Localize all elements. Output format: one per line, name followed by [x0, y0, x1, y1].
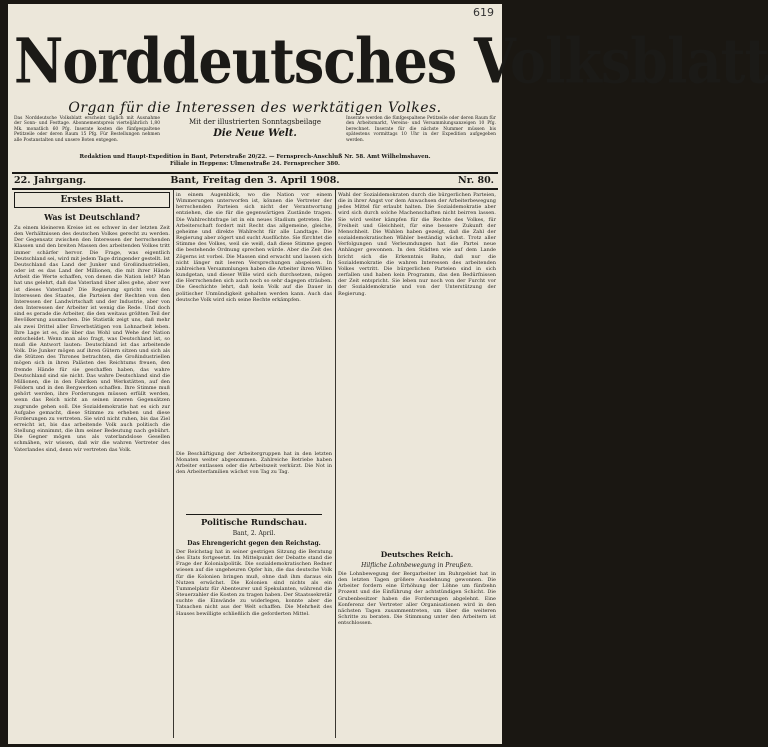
article-paragraph: Die Beschäftigung der Arbeitergruppen hat in den letzten Monaten weiter abgenommen. Zahlreiche Betriebe haben Arbeiter entlassen oder die Arbeitszeit verkürzt. Die Not in den Arbeiterfamilien wächst von Tag zu Tag.: [176, 451, 332, 476]
header-right-notice: Inserate werden die fünfgespaltene Petitzeile oder deren Raum für den Arbeitsmarkt, Vereins- und Versammlungsanzeigen 10 Pfg. berechnet. Inserate für die nächste Nummer müssen bis spätestens vormittags 10 Uhr in der Expedition aufgegeben werden.: [346, 116, 496, 143]
masthead-subtitle: Organ für die Interessen des werktätigen Volkes.: [68, 100, 442, 116]
column-1: [14, 192, 170, 738]
article-body: Zu einem kleineren Kreise ist es schwer in der letzten Zeit den Verhältnissen des deutschen Volkes gerecht zu werden. Der Gegensatz zwischen den Interessen der herrschenden Klassen und den breiten Massen des arbeitenden Volkes tritt immer schärfer hervor. Die Frage, was eigentlich Deutschland sei, wird mit jedem Tage dringender gestellt. Ist Deutschland das Land der Junker und Großindustriellen, oder ist es das Land der Millionen, die mit ihrer Hände Arbeit die Werte schaffen, von denen die Nation lebt? Man hat uns gelehrt, daß das Vaterland über alles gehe, aber wer ist dieses Vaterland? Die Regierung spricht von den Interessen des Staates, die Parteien der Rechten von den Interessen der Landwirtschaft und der Industrie, aber von den Interessen der Arbeiter ist wenig die Rede. Und doch sind es gerade die Arbeiter, die den weitaus größten Teil der Bevölkerung ausmachen. Die Statistik zeigt uns, daß mehr als zwei Drittel aller Erwerbstätigen von Lohnarbeit leben. Ihre Lage ist es, die über das Wohl und Wehe der Nation entscheidet. Wenn man also fragt, was Deutschland ist, so muß die Antwort lauten: Deutschland ist das arbeitende Volk. Die Junker mögen auf ihren Gütern sitzen und sich als die Stützen des Thrones betrachten, die Großindustriellen mögen sich in ihren Palästen des Reichtums freuen, den fremde Hände für sie geschaffen haben, das wahre Deutschland sind sie nicht. Das wahre Deutschland sind die Millionen, die in den Fabriken und Werkstätten, auf den Feldern und in den Bergwerken schaffen. Ihre Stimme muß gehört werden, ihre Forderungen müssen erfüllt werden, wenn das Reich nicht an seinen inneren Gegensätzen zugrunde gehen soll. Die Sozialdemokratie hat es sich zur Aufgabe gemacht, diese Stimme zu erheben und diese Forderungen zu vertreten. Sie wird nicht ruhen, bis das Ziel erreicht ist, bis das arbeitende Volk auch politisch die Stellung einnimmt, die ihm seiner Bedeutung nach gebührt. Die Gegner mögen uns als vaterlandslose Gesellen schmähen, wir wissen, daß wir die wahren Vertreter des Vaterlandes sind, denn wir vertreten das Volk.: [14, 225, 170, 453]
politics-body: Der Reichstag hat in seiner gestrigen Sitzung die Beratung des Etats fortgesetzt. Im Mittelpunkt der Debatte stand die Frage der Kolonialpolitik. Die sozialdemokratischen Redner wiesen auf die ungeheuren Opfer hin, die das deutsche Volk für die Kolonien bringen muß, ohne daß ihm daraus ein Nutzen erwächst. Die Kolonien sind nichts als ein Tummelplatz für Abenteurer und Spekulanten, während die Steuerzahler die Kosten zu tragen haben. Der Staatssekretär suchte die Einwände zu widerlegen, konnte aber die Tatsachen nicht aus der Welt schaffen. Die Mehrheit des Hauses bewilligte schließlich die geforderten Mittel.: [176, 549, 332, 617]
reich-body: Die Lohnbewegung der Bergarbeiter im Ruhrgebiet hat in den letzten Tagen größere Ausdehnung gewonnen. Die Arbeiter fordern eine Erhöhung der Löhne um fünfzehn Prozent und die Einführung der achtstündigen Schicht. Die Grubenbesitzer haben die Forderungen abgelehnt. Eine Konferenz der Vertreter aller Organisationen wird in den nächsten Tagen zusammentreten, um über die weiteren Schritte zu beraten. Die Stimmung unter den Arbeitern ist entschlossen.: [338, 571, 496, 627]
column-2: [176, 192, 332, 738]
masthead-title: Norddeutsches Volksblatt: [14, 23, 768, 98]
article-body-continued: Wahl der Sozialdemokraten durch die bürgerlichen Parteien, die in ihrer Angst vor dem Anwachsen der Arbeiterbewegung jedes Mittel für erlaubt halten. Die Sozialdemokratie aber wird sich durch solche Machenschaften nicht beirren lassen. Sie wird weiter kämpfen für die Rechte des Volkes, für Freiheit und Gleichheit, für eine bessere Zukunft der Menschheit. Die Wahlen haben gezeigt, daß die Zahl der sozialdemokratischen Wähler beständig wächst. Trotz aller Verfolgungen und Verleumdungen hat die Partei neue Anhänger gewonnen. In den Städten wie auf dem Lande bricht sich die Erkenntnis Bahn, daß nur die Sozialdemokratie die wahren Interessen des arbeitenden Volkes vertritt. Die bürgerlichen Parteien sind in sich zerfallen und haben kein Programm, das den Bedürfnissen der Zeit entspricht. Sie leben nur noch von der Furcht vor der Sozialdemokratie und von der Unterstützung der Regierung.: [338, 192, 496, 297]
address-line-2: Filiale in Heppens: Ulmenstraße 24. Fernsprecher 380.: [170, 161, 340, 167]
address-block: [8, 154, 502, 168]
article-title: Was ist Deutschland?: [44, 212, 140, 222]
supplement-line: Mit der illustrierten Sonntagsbeilage: [188, 118, 321, 126]
reich-subtitle: Hilfliche Lohnbewegung in Preußen.: [361, 562, 473, 569]
header-center-notice: [166, 118, 344, 139]
volume-label: 22. Jahrgang.: [14, 175, 87, 186]
column-divider: [173, 190, 174, 738]
address-line-1: Redaktion und Haupt-Expedition in Bant, Peterstraße 20/22. — Fernsprech-Anschluß Nr. 58. Amt Wilhelmshaven.: [79, 154, 431, 160]
newspaper-page: [8, 4, 768, 744]
page-number: 619: [473, 6, 494, 19]
section-rule: [186, 514, 322, 515]
dateline-bar: [12, 172, 498, 190]
article-body-continued: in einem Augenblick, wo die Nation vor einem Wimmerungen unterworfen ist, können die Vertreter der herrschenden Parteien sich nicht der Verantwortung entziehen, die sie für die gegenwärtigen Zustände tragen. Die Wahlrechtsfrage ist in ein neues Stadium getreten. Die Arbeiterschaft fordert mit Recht das allgemeine, gleiche, geheime und direkte Wahlrecht für alle Landtage. Die Regierung aber zögert und sucht Ausflüchte. Sie fürchtet die Stimme des Volkes, weil sie weiß, daß diese Stimme gegen die bestehende Ordnung sprechen würde. Aber die Zeit des Zögerns ist vorbei. Die Massen sind erwacht und lassen sich nicht länger mit leeren Versprechungen abspeisen. In zahlreichen Versammlungen haben die Arbeiter ihren Willen kundgetan, und dieser Wille wird sich durchsetzen, mögen die Herrschenden sich auch noch so sehr dagegen sträuben. Die Geschichte lehrt, daß kein Volk auf die Dauer in politischer Unmündigkeit gehalten werden kann. Auch das deutsche Volk wird sich seine Rechte erkämpfen.: [176, 192, 332, 303]
issue-date: Bant, Freitag den 3. April 1908.: [170, 175, 340, 186]
politics-subtitle: Das Ehrengericht gegen den Reichstag.: [187, 540, 321, 547]
reich-section-title: Deutsches Reich.: [380, 550, 454, 559]
politics-section-title: Politische Rundschau.: [200, 518, 308, 528]
column-divider: [335, 190, 336, 738]
issue-number: Nr. 80.: [458, 175, 494, 186]
section-title-box: Erstes Blatt.: [14, 192, 170, 208]
column-3: [338, 192, 496, 738]
supplement-title: Die Neue Welt.: [213, 128, 297, 139]
politics-dateline: Bant, 2. April.: [232, 530, 276, 537]
header-left-notice: Das Norddeutsche Volksblatt erscheint täglich mit Ausnahme der Sonn- und Festtage. Abonnementspreis vierteljährlich 1,80 Mk. monatlich 60 Pfg. Inserate kosten die fünfgespaltene Petitzeile oder deren Raum 15 Pfg. Für Bestellungen nehmen alle Postanstalten und unsere Boten entgegen.: [14, 116, 160, 143]
